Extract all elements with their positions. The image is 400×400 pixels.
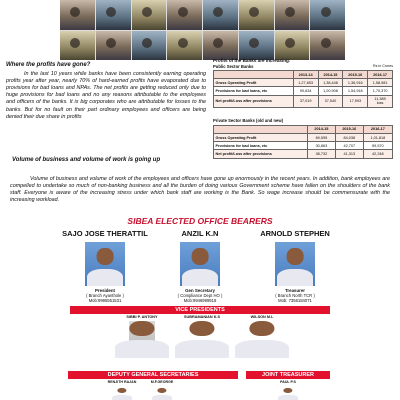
officer-photo	[129, 321, 155, 351]
photo-collage	[60, 0, 345, 60]
private-sector-table	[213, 125, 393, 159]
collage-photo	[310, 31, 345, 61]
officer-photo	[180, 242, 220, 286]
officer-mobile: Mob: 7356184071	[278, 298, 312, 303]
collage-photo	[203, 31, 238, 61]
table-cell: 1,54,918	[343, 87, 368, 95]
table-row	[214, 150, 393, 158]
table-cell: 90,634	[293, 87, 318, 95]
volume-paragraph: Volume of business and volume of work of the employees and officers have gone up enormously in the recent years. In addition, bank employees are compelled to undertake so much of non-banking business and all the burden of doing various Government scheme have fallen on the shoulders of the bank staff. Everyone is aware of the increasing stress under which bank staff are working is the Bank. So wage increase should be commensurate with the increasing workload.	[10, 176, 390, 204]
officer-treasurer	[240, 229, 350, 303]
table-cell: Net profit/Loss after provisions	[214, 95, 294, 107]
officer-branch: ( Branch North TCR )	[275, 293, 315, 298]
table-header: 2015-16	[343, 71, 368, 79]
table-cell: 69,595	[307, 133, 335, 141]
officer-gen-secretary	[145, 229, 255, 303]
deputy-secretaries-bar: DEPUTY GENERAL SECRETARIES	[68, 371, 238, 379]
table-header: 2014-15	[318, 71, 343, 79]
table-row	[214, 142, 393, 150]
officer-name: PAUL P.S	[280, 380, 296, 384]
officer-name: SIBBI P. ANTONY	[126, 315, 158, 319]
table-cell: 1,27,653	[293, 79, 318, 87]
officer-photo	[151, 386, 173, 400]
collage-photo	[167, 31, 202, 61]
table-cell: 1,38,448	[318, 79, 343, 87]
table-cell: Gross Operating Profit	[214, 133, 308, 141]
collage-photo	[96, 0, 131, 30]
table-row	[214, 133, 393, 141]
table-title: Profits of the Banks are increasing:	[213, 58, 291, 63]
article-heading: Where the profits have gone?	[6, 62, 91, 68]
table-cell: Net profit/Loss after provisions	[214, 150, 308, 158]
table-header-row	[214, 125, 393, 133]
article-paragraph: In the last 10 years while banks have been consistently earning operating profits year after year, nearly 70% of hard-earned profits have evaporated due to provisions for bad loans and NPAs. The net profits are getting reduced only due to huge provisions for bad loans and no any reasons attributable to the employees and officers of the banks. It is big corporates who are attributable for losses to the banks. But for no fault on their part ordinary employees and officers are being denied their due share in profits	[6, 70, 206, 120]
table-header: 2013-14	[293, 71, 318, 79]
collage-photo	[275, 31, 310, 61]
officer-role: Treasurer	[284, 288, 305, 293]
officer-branch: ( Compliance Dept HO )	[177, 293, 223, 298]
table-cell: Provisions for bad loans, etc	[214, 142, 308, 150]
table-header: 2015-16	[335, 125, 363, 133]
collage-photo	[167, 0, 202, 30]
table-cell: 37,019	[293, 95, 318, 107]
officer-mobile: Mob:9946999918	[183, 298, 217, 303]
officer-name: M.F.GEORGE	[150, 380, 174, 384]
profits-article	[6, 62, 206, 121]
officer-name: ARNOLD STEPHEN	[260, 229, 330, 238]
table-row	[214, 95, 393, 107]
table-cell: Gross Operating Profit	[214, 79, 294, 87]
public-sector-table	[213, 70, 393, 108]
table-cell: 41,313	[335, 150, 363, 158]
officer-president	[50, 229, 160, 303]
table-header	[214, 125, 308, 133]
officer-photo	[277, 386, 299, 400]
profit-tables	[213, 58, 393, 159]
table-cell	[368, 95, 393, 107]
vice-presidents-bar: VICE PRESIDENTS	[70, 306, 330, 314]
collage-photo	[132, 0, 167, 30]
officer-photo	[189, 321, 215, 351]
table-header: 2016-17	[363, 125, 392, 133]
table-cell: 1,01,818	[363, 133, 392, 141]
table-cell: Provisions for bad loans, etc	[214, 87, 294, 95]
officer-name: SUBRAMANIAN K.S	[183, 315, 221, 319]
collage-photo	[310, 0, 345, 30]
officer-name: SAJO JOSE THERATTIL	[62, 229, 148, 238]
collage-photo	[96, 31, 131, 61]
table-header: 2014-15	[307, 125, 335, 133]
table-subtitle: Private Sector Banks (old and new)	[213, 117, 284, 123]
table-row	[214, 87, 393, 95]
officer-photo	[249, 321, 275, 351]
bearers-title: SIBEA ELECTED OFFICE BEARERS	[127, 216, 273, 226]
table-cell: 42,707	[335, 142, 363, 150]
officer-photo	[275, 242, 315, 286]
collage-photo	[239, 0, 274, 30]
collage-photo	[275, 0, 310, 30]
table-cell: 1,58,981	[368, 79, 393, 87]
vice-president	[112, 315, 172, 356]
table-cell: 38,732	[307, 150, 335, 158]
table-cell: 42,248	[363, 150, 392, 158]
officer-photo	[111, 386, 133, 400]
officer-name: RENJITH RAJAN	[107, 380, 137, 384]
officer-branch: ( Branch Ayanthole )	[86, 293, 124, 298]
table-cell: 37,540	[318, 95, 343, 107]
vice-president	[232, 315, 292, 356]
collage-photo	[60, 0, 95, 30]
table-header: 2016-17	[368, 71, 393, 79]
collage-photo	[239, 31, 274, 61]
table-cell: 17,993	[343, 95, 368, 107]
table-subtitle: Public Sector Banks	[213, 64, 254, 69]
table-cell: 30,863	[307, 142, 335, 150]
table-cell: 1,70,370	[368, 87, 393, 95]
collage-photo	[203, 0, 238, 30]
table-unit: Rs in Crores	[373, 64, 393, 68]
table-header-row	[214, 71, 393, 79]
vice-president	[172, 315, 232, 356]
officer-name: ANZIL K.N	[181, 229, 219, 238]
loss-note: loss	[376, 101, 384, 106]
officer-photo	[85, 242, 125, 286]
officer-mobile: Mob:9995551531	[88, 298, 122, 303]
volume-heading: Volume of business and volume of work is going up	[12, 157, 161, 163]
table-cell: 1,36,916	[343, 79, 368, 87]
table-header	[214, 71, 294, 79]
table-cell: 1,00,908	[318, 87, 343, 95]
officer-role: Gen Secretary	[185, 288, 215, 293]
collage-photo	[132, 31, 167, 61]
table-cell: 59,570	[363, 142, 392, 150]
table-value: 11,389	[374, 97, 386, 102]
table-row	[214, 79, 393, 87]
table-cell: 84,038	[335, 133, 363, 141]
collage-photo	[60, 31, 95, 61]
officer-name: WILSON M.L	[250, 315, 274, 319]
joint-treasurer-bar: JOINT TREASURER	[246, 371, 330, 379]
officer-role: President	[94, 288, 115, 293]
